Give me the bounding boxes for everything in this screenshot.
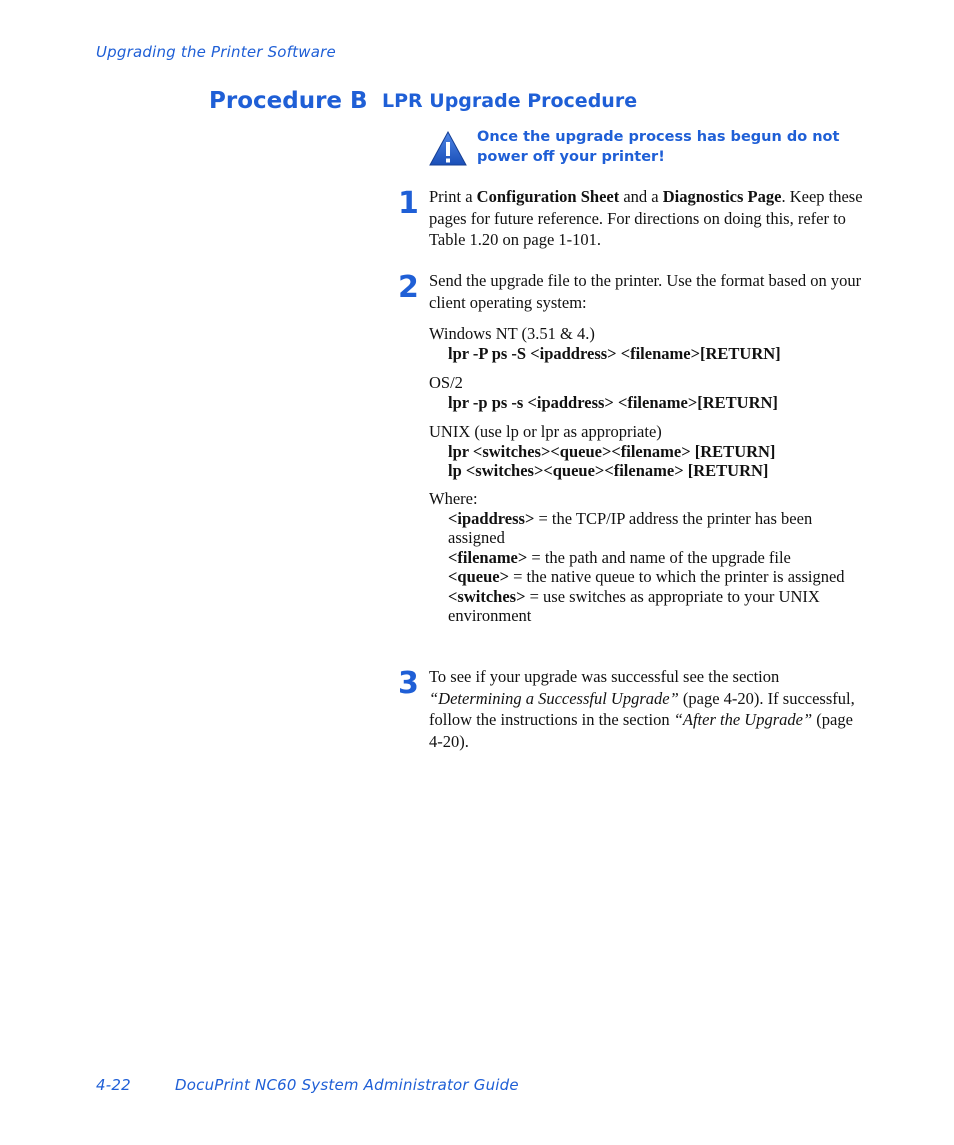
procedure-label: Procedure B bbox=[209, 88, 368, 114]
os-label: Windows NT (3.51 & 4.) bbox=[429, 324, 595, 343]
os-label: UNIX (use lp or lpr as appropriate) bbox=[429, 422, 662, 441]
step-1-number: 1 bbox=[398, 186, 419, 221]
definition-term: <filename> bbox=[448, 547, 528, 567]
step-1-text: Print a Configuration Sheet and a Diagnostics Page. Keep these pages for future reference. For directions on doing this, refer to Table 1.20 on page 1-101. bbox=[429, 187, 863, 249]
warning-message: Once the upgrade process has begun do not power off your printer! bbox=[477, 129, 840, 165]
command-line: lpr -p ps -s <ipaddress> <filename>[RETURN] bbox=[448, 392, 778, 412]
command-line: lpr -P ps -S <ipaddress> <filename>[RETURN] bbox=[448, 343, 781, 363]
section-reference: “Determining a Successful Upgrade” bbox=[429, 688, 679, 708]
step-3-number: 3 bbox=[398, 666, 419, 701]
definition-item: <filename> = the path and name of the upgrade file bbox=[448, 547, 791, 567]
step-2-text: Send the upgrade file to the printer. Use the format based on your client operating system: bbox=[429, 271, 862, 312]
os-block-unix bbox=[429, 422, 869, 481]
os-block-os2 bbox=[429, 373, 869, 412]
running-header: Upgrading the Printer Software bbox=[96, 43, 336, 61]
footer-guide-title: DocuPrint NC60 System Administrator Guide bbox=[175, 1076, 519, 1094]
definition-item: <switches> = use switches as appropriate to your UNIX environment bbox=[448, 586, 820, 625]
definition-item: <ipaddress> = the TCP/IP address the printer has been assigned bbox=[448, 508, 813, 547]
definition-term: <switches> bbox=[448, 586, 526, 606]
diagnostics-page-term: Diagnostics Page bbox=[662, 187, 782, 206]
config-sheet-term: Configuration Sheet bbox=[476, 187, 620, 206]
warning-triangle-icon bbox=[429, 131, 467, 167]
where-label: Where: bbox=[429, 489, 478, 508]
footer-page-number: 4-22 bbox=[96, 1076, 131, 1094]
where-block bbox=[429, 489, 869, 626]
os-block-windows bbox=[429, 324, 869, 363]
definition-term: <queue> bbox=[448, 567, 509, 586]
definition-item: <queue> = the native queue to which the printer is assigned bbox=[448, 567, 845, 586]
section-reference: “After the Upgrade” bbox=[673, 710, 813, 729]
command-line: lp <switches><queue><filename> [RETURN] bbox=[448, 461, 769, 480]
os-label: OS/2 bbox=[429, 373, 463, 392]
definition-term: <ipaddress> bbox=[448, 508, 535, 528]
command-line: lpr <switches><queue><filename> [RETURN] bbox=[448, 441, 776, 461]
step-3-text: To see if your upgrade was successful see the section “Determining a Successful Upgrade” (page 4-20). If successful, follow the instructions in the section “After the Upgrade” (page 4-20). bbox=[429, 667, 855, 751]
step-2-number: 2 bbox=[398, 270, 419, 305]
procedure-title: LPR Upgrade Procedure bbox=[382, 90, 638, 112]
